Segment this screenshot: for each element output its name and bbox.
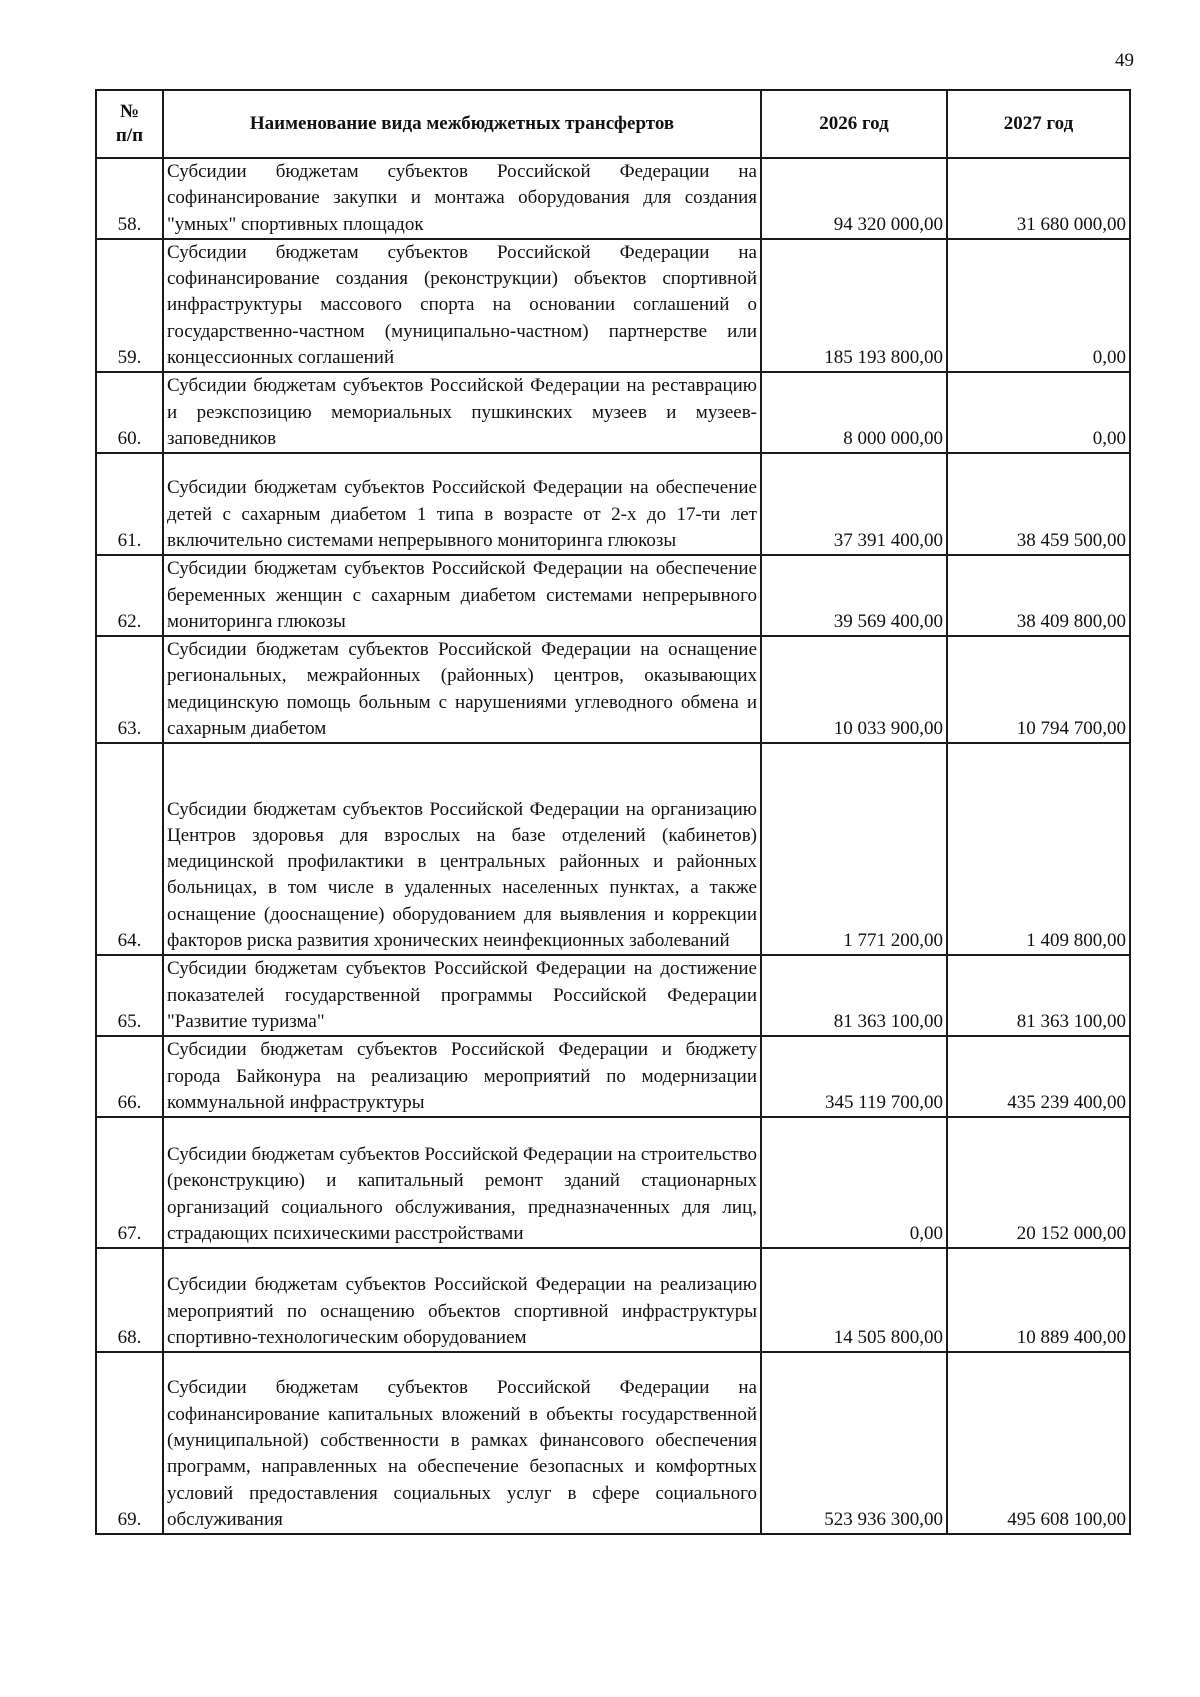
row-name: Субсидии бюджетам субъектов Российской Федерации на реставрацию и реэкспозицию мемориальных пушкинских музеев и музеев-заповедников [163, 372, 761, 453]
table-row [96, 1117, 1130, 1248]
row-number: 63. [96, 636, 163, 743]
row-name: Субсидии бюджетам субъектов Российской Федерации на софинансирование закупки и монтажа оборудования для создания "умных" спортивных площадок [163, 158, 761, 239]
row-name: Субсидии бюджетам субъектов Российской Федерации на реализацию мероприятий по оснащению объектов спортивной инфраструктуры спортивно-технологическим оборудованием [163, 1248, 761, 1352]
row-number: 65. [96, 955, 163, 1036]
row-amount-2027: 81 363 100,00 [947, 955, 1130, 1036]
row-amount-2027: 20 152 000,00 [947, 1117, 1130, 1248]
row-name: Субсидии бюджетам субъектов Российской Федерации на софинансирование создания (реконструкции) объектов спортивной инфраструктуры массового спорта на основании соглашений о государственно-частном (муниципально-частном) партнерстве или концессионных соглашений [163, 239, 761, 372]
row-amount-2027: 0,00 [947, 372, 1130, 453]
row-name: Субсидии бюджетам субъектов Российской Федерации на достижение показателей государственной программы Российской Федерации "Развитие туризма" [163, 955, 761, 1036]
row-amount-2027: 1 409 800,00 [947, 743, 1130, 955]
row-number: 59. [96, 239, 163, 372]
row-amount-2026: 0,00 [761, 1117, 947, 1248]
row-amount-2027: 495 608 100,00 [947, 1352, 1130, 1534]
table-header-row [96, 90, 1130, 158]
row-number: 61. [96, 453, 163, 555]
table-row [96, 636, 1130, 743]
header-number-sign: № [119, 101, 140, 122]
row-amount-2026: 1 771 200,00 [761, 743, 947, 955]
row-amount-2026: 14 505 800,00 [761, 1248, 947, 1352]
row-amount-2026: 94 320 000,00 [761, 158, 947, 239]
table-row [96, 1036, 1130, 1117]
header-number-abbrev: п/п [115, 125, 144, 146]
row-number: 58. [96, 158, 163, 239]
row-number: 62. [96, 555, 163, 636]
row-amount-2026: 523 936 300,00 [761, 1352, 947, 1534]
row-number: 64. [96, 743, 163, 955]
table-row [96, 239, 1130, 372]
table-row [96, 372, 1130, 453]
row-name: Субсидии бюджетам субъектов Российской Федерации на оснащение региональных, межрайонных (районных) центров, оказывающих медицинскую помощь больным с нарушениями углеводного обмена и сахарным диабетом [163, 636, 761, 743]
table-row [96, 158, 1130, 239]
row-number: 67. [96, 1117, 163, 1248]
row-amount-2026: 8 000 000,00 [761, 372, 947, 453]
transfers-table [95, 89, 1131, 1535]
row-name: Субсидии бюджетам субъектов Российской Федерации на организацию Центров здоровья для взрослых на базе отделений (кабинетов) медицинской профилактики в центральных районных и районных больницах, в том числе в удаленных населенных пунктах, а также оснащение (дооснащение) оборудованием для выявления и коррекции факторов риска развития хронических неинфекционных заболеваний [163, 743, 761, 955]
row-amount-2026: 39 569 400,00 [761, 555, 947, 636]
row-amount-2026: 10 033 900,00 [761, 636, 947, 743]
row-amount-2027: 10 794 700,00 [947, 636, 1130, 743]
row-name: Субсидии бюджетам субъектов Российской Федерации на строительство (реконструкцию) и капитальный ремонт зданий стационарных организаций социального обслуживания, предназначенных для лиц, страдающих психическими расстройствами [163, 1117, 761, 1248]
header-number [96, 90, 163, 158]
row-name: Субсидии бюджетам субъектов Российской Федерации на обеспечение детей с сахарным диабетом 1 типа в возрасте от 2-х до 17-ти лет включительно системами непрерывного мониторинга глюкозы [163, 453, 761, 555]
row-amount-2027: 38 409 800,00 [947, 555, 1130, 636]
row-number: 60. [96, 372, 163, 453]
row-number: 66. [96, 1036, 163, 1117]
row-amount-2026: 81 363 100,00 [761, 955, 947, 1036]
page-number: 49 [1115, 50, 1134, 71]
row-amount-2027: 31 680 000,00 [947, 158, 1130, 239]
row-name: Субсидии бюджетам субъектов Российской Федерации и бюджету города Байконура на реализацию мероприятий по модернизации коммунальной инфраструктуры [163, 1036, 761, 1117]
row-number: 68. [96, 1248, 163, 1352]
row-amount-2027: 435 239 400,00 [947, 1036, 1130, 1117]
header-year-2026: 2026 год [761, 90, 947, 158]
row-amount-2027: 10 889 400,00 [947, 1248, 1130, 1352]
row-name: Субсидии бюджетам субъектов Российской Федерации на софинансирование капитальных вложений в объекты государственной (муниципальной) собственности в рамках финансового обеспечения программ, направленных на обеспечение безопасных и комфортных условий предоставления социальных услуг в сфере социального обслуживания [163, 1352, 761, 1534]
table-row [96, 1248, 1130, 1352]
row-amount-2026: 185 193 800,00 [761, 239, 947, 372]
row-amount-2027: 38 459 500,00 [947, 453, 1130, 555]
row-name: Субсидии бюджетам субъектов Российской Федерации на обеспечение беременных женщин с сахарным диабетом системами непрерывного мониторинга глюкозы [163, 555, 761, 636]
table-row [96, 743, 1130, 955]
row-amount-2026: 37 391 400,00 [761, 453, 947, 555]
header-name: Наименование вида межбюджетных трансфертов [163, 90, 761, 158]
row-amount-2026: 345 119 700,00 [761, 1036, 947, 1117]
table-row [96, 1352, 1130, 1534]
header-year-2027: 2027 год [947, 90, 1130, 158]
table-row [96, 453, 1130, 555]
row-number: 69. [96, 1352, 163, 1534]
table-row [96, 555, 1130, 636]
row-amount-2027: 0,00 [947, 239, 1130, 372]
table-row [96, 955, 1130, 1036]
